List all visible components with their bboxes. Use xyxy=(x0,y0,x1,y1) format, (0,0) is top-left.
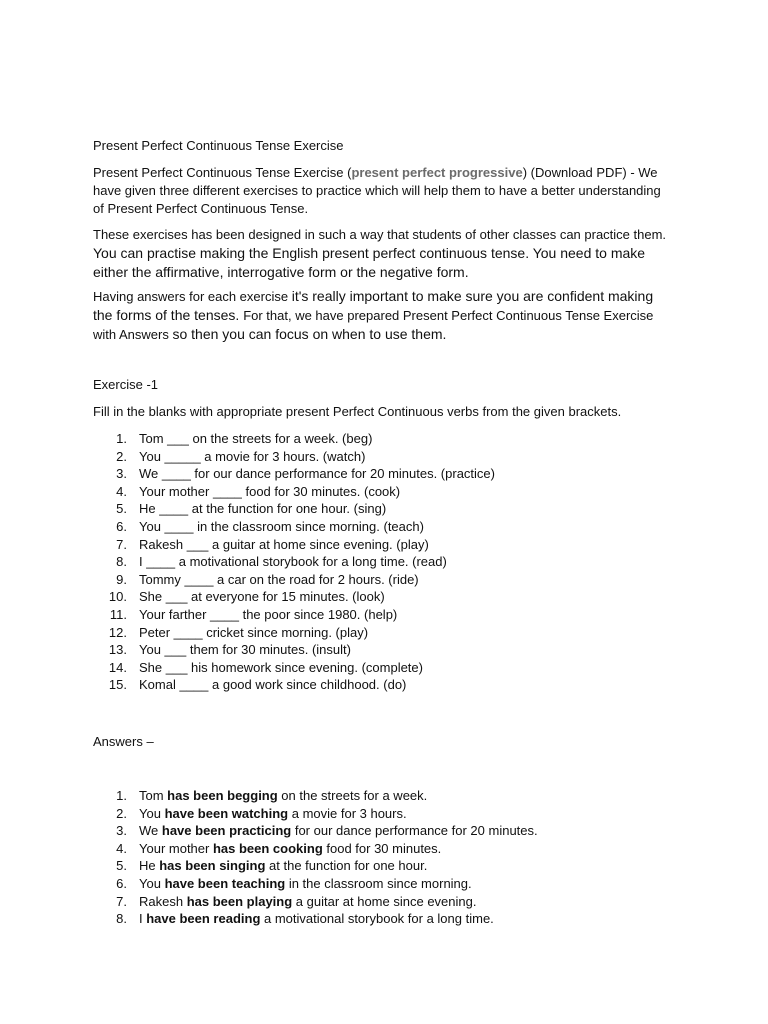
answer-text: on the streets for a week. xyxy=(277,788,428,803)
answer-verb: has been begging xyxy=(167,788,278,803)
question-number: 6. xyxy=(116,518,127,534)
answer-text: a movie for 3 hours. xyxy=(288,805,407,821)
answer-item xyxy=(93,875,538,893)
question-text: You ___ them for 30 minutes. (insult) xyxy=(139,642,351,658)
answer-number: 1. xyxy=(116,788,127,803)
answer-text: He xyxy=(139,858,160,874)
document-title: Present Perfect Continuous Tense Exercise xyxy=(93,138,344,153)
question-number: 8. xyxy=(116,554,127,570)
question-text: Your mother ____ food for 30 minutes. (cook) xyxy=(139,483,401,499)
question-item xyxy=(93,500,495,518)
question-number: 10. xyxy=(108,589,127,605)
answer-text: at the function for one hour. xyxy=(265,858,428,874)
intro-paragraph-2 xyxy=(93,226,673,282)
answer-verb: has been cooking xyxy=(212,840,323,856)
answer-verb: have been reading xyxy=(146,911,261,927)
question-text: Rakesh ___ a guitar at home since evening. (play) xyxy=(139,536,429,552)
question-item xyxy=(93,536,495,554)
question-number: 7. xyxy=(116,536,127,552)
question-text: He ____ at the function for one hour. (sing) xyxy=(139,501,387,517)
intro-text: You can practise making the English present perfect continuous tense. You need to make either the affirmative, interrogative form or the negative form. xyxy=(93,245,646,280)
answers-heading: Answers – xyxy=(93,734,154,749)
intro-text: so then you can focus on when to use them. xyxy=(172,326,447,342)
question-text: Peter ____ cricket since morning. (play) xyxy=(139,624,369,640)
question-number: 4. xyxy=(116,483,127,499)
answer-number: 2. xyxy=(116,805,127,821)
answer-item xyxy=(93,910,538,928)
exercise-instruction: Fill in the blanks with appropriate present Perfect Continuous verbs from the given brackets. xyxy=(93,404,622,419)
answer-item xyxy=(93,893,538,911)
answer-number: 5. xyxy=(116,858,127,874)
answer-number: 8. xyxy=(116,911,127,927)
answer-text: a motivational storybook for a long time. xyxy=(260,911,494,927)
intro-text: For that, we have prepared Present Perfect Continuous Tense Exercise with Answers xyxy=(93,308,654,342)
answer-text: You xyxy=(139,805,165,821)
question-number: 5. xyxy=(116,501,127,517)
question-text: She ___ his homework since evening. (complete) xyxy=(139,659,423,675)
answer-item xyxy=(93,857,538,875)
answer-list xyxy=(93,787,538,928)
question-number: 13. xyxy=(108,642,127,658)
question-number: 1. xyxy=(116,431,127,446)
answer-text: Your mother xyxy=(139,840,213,856)
intro-text: it's really important to make sure you are confident making the forms of the tenses. xyxy=(93,288,654,323)
question-item xyxy=(93,588,495,606)
answer-item xyxy=(93,840,538,858)
question-number: 12. xyxy=(108,624,127,640)
question-item xyxy=(93,659,495,677)
intro-paragraph-3 xyxy=(93,287,673,344)
answer-verb: has been singing xyxy=(159,858,266,874)
answer-number: 7. xyxy=(116,893,127,909)
question-text: Your farther ____ the poor since 1980. (help) xyxy=(139,606,398,622)
answer-text: a guitar at home since evening. xyxy=(292,893,477,909)
intro-paragraph-1 xyxy=(93,164,673,218)
answer-item xyxy=(93,805,538,823)
intro-text: Having answers for each exercise xyxy=(93,289,292,304)
answer-number: 6. xyxy=(116,875,127,891)
question-item xyxy=(93,518,495,536)
question-number: 9. xyxy=(116,571,127,587)
present-perfect-progressive-link[interactable]: present perfect progressive xyxy=(351,165,523,180)
question-item xyxy=(93,430,495,448)
question-text: You _____ a movie for 3 hours. (watch) xyxy=(139,448,366,464)
question-number: 2. xyxy=(116,448,127,464)
question-item xyxy=(93,676,495,694)
exercise-heading: Exercise -1 xyxy=(93,377,159,392)
question-text: Komal ____ a good work since childhood. (do) xyxy=(139,677,407,693)
answer-item xyxy=(93,822,538,840)
question-number: 11. xyxy=(109,606,127,622)
intro-text: ) (Download PDF) - We have given three different exercises to practice which will help them to have a better understanding of Present Perfect Continuous Tense. xyxy=(93,165,661,216)
question-text: She ___ at everyone for 15 minutes. (look) xyxy=(139,589,385,605)
question-text: Tom ___ on the streets for a week. (beg) xyxy=(139,431,373,446)
question-text: Tommy ____ a car on the road for 2 hours. (ride) xyxy=(139,571,419,587)
answer-text: Rakesh xyxy=(139,893,187,909)
intro-text: Present Perfect Continuous Tense Exercise ( xyxy=(93,165,352,180)
question-item xyxy=(93,641,495,659)
question-item xyxy=(93,553,495,571)
question-number: 14. xyxy=(108,659,127,675)
answer-item xyxy=(93,787,538,805)
intro-text: These exercises has been designed in such a way that students of other classes can practice them. xyxy=(93,227,667,242)
answer-text: You xyxy=(139,875,165,891)
answer-number: 3. xyxy=(116,823,127,839)
question-item xyxy=(93,606,495,624)
question-item xyxy=(93,624,495,642)
question-list xyxy=(93,430,495,694)
question-number: 3. xyxy=(116,466,127,482)
question-item xyxy=(93,483,495,501)
answer-verb: have been watching xyxy=(164,805,289,821)
answer-verb: have been teaching xyxy=(164,875,286,891)
answer-text: Tom xyxy=(139,788,168,803)
answer-text: We xyxy=(139,823,162,839)
question-text: We ____ for our dance performance for 20 minutes. (practice) xyxy=(139,466,495,482)
answer-verb: have been practicing xyxy=(161,823,292,839)
question-item xyxy=(93,571,495,589)
question-number: 15. xyxy=(108,677,127,693)
question-text: You ____ in the classroom since morning. (teach) xyxy=(139,518,424,534)
answer-verb: has been playing xyxy=(186,893,293,909)
question-text: I ____ a motivational storybook for a long time. (read) xyxy=(139,554,447,570)
answer-text: for our dance performance for 20 minutes. xyxy=(291,823,538,839)
answer-text: food for 30 minutes. xyxy=(322,840,442,856)
answer-number: 4. xyxy=(116,840,127,856)
answer-text: I xyxy=(139,911,147,927)
answer-text: in the classroom since morning. xyxy=(285,875,472,891)
question-item xyxy=(93,465,495,483)
question-item xyxy=(93,448,495,466)
